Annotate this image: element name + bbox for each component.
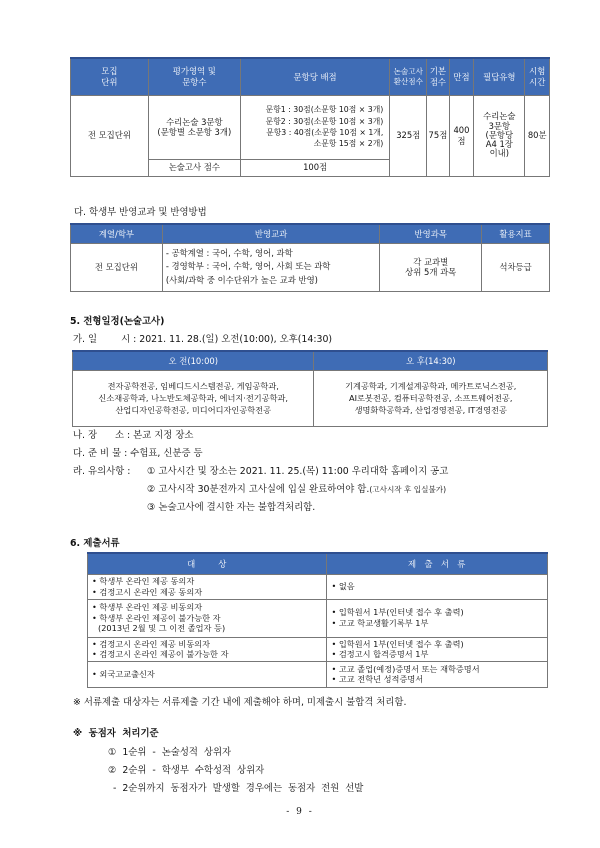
place-line: 나. 장 소 : 본교 지정 장소	[73, 430, 194, 441]
pm-line-3: 생명화학공학과, 산업경영전공, IT경영전공	[354, 405, 507, 416]
header-courses: 반영과목	[380, 224, 482, 243]
header-morning: 오 전(10:00)	[73, 351, 314, 370]
header-area: 평가영역 및 문항수	[148, 58, 240, 95]
cell-index: 석차등급	[482, 243, 550, 291]
caution-2	[147, 481, 446, 495]
tie-title: ※ 동점자 처리기준	[73, 728, 159, 739]
header-converted: 논술고사 환산점수	[390, 58, 427, 95]
cell-converted: 325점	[390, 95, 427, 176]
cell-total-value: 100점	[240, 159, 389, 176]
header-afternoon: 오 후(14:30)	[314, 351, 548, 370]
section5-title: 5. 전형일정(논술고사)	[70, 316, 165, 327]
section-da-heading: 다. 학생부 반영교과 및 반영방법	[74, 207, 207, 218]
date-line	[73, 331, 332, 345]
header-documents: 제 출 서 류	[327, 553, 548, 574]
row2-targets	[88, 599, 327, 637]
doc-text: • 고교 졸업(예정)증명서 또는 재학증명서	[331, 663, 480, 674]
score-line-1: 문항1 : 30점(소문항 10점 × 3개)	[265, 105, 384, 115]
cell-morning-depts	[73, 370, 314, 426]
header-time: 시험 시간	[525, 58, 550, 95]
subject-line-3: (사회/과학 중 이수단위가 높은 교과 반영)	[165, 274, 318, 285]
header-unit: 모집 단위	[71, 58, 149, 95]
score-line-2: 문항2 : 30점(소문항 10점 × 3개)	[265, 116, 384, 126]
target-text: • 학생부 온라인 제공 동의자	[92, 575, 195, 586]
cell-scores	[240, 95, 389, 159]
caution-2-main: ② 고사시작 30분전까지 고사실에 입실 완료하여야 함.	[147, 484, 370, 495]
caution-2-sub: (고사시작 후 입실불가)	[369, 485, 447, 494]
items-line: 다. 준 비 물 : 수험표, 신분증 등	[73, 448, 203, 459]
target-text: • 검정고시 온라인 제공 비동의자	[92, 638, 211, 649]
target-text: • 학생부 온라인 제공이 불가능한 자	[92, 612, 221, 623]
caution-label: 라. 유의사항 :	[73, 466, 131, 477]
am-line-2: 신소재공학과, 나노반도체공학과, 에너지·전기공학과,	[98, 392, 289, 403]
cell-time: 80분	[525, 95, 550, 176]
doc-text: • 고교 전학년 성적증명서	[331, 674, 424, 685]
caution-3: ③ 논술고사에 결시한 자는 불합격처리함.	[147, 502, 316, 513]
doc-text: • 검정고시 합격증명서 1부	[331, 649, 429, 660]
cell-afternoon-depts	[314, 370, 548, 426]
record-reflection-table	[70, 223, 550, 292]
row1-docs	[327, 574, 548, 599]
header-full: 만점	[449, 58, 474, 95]
date-value: 시 : 2021. 11. 28.(일) 오전(10:00), 오후(14:30)	[121, 334, 333, 345]
tie-rule-2: ② 2순위 - 학생부 수학성적 상위자	[108, 765, 265, 776]
target-text: • 검정고시 온라인 제공 동의자	[92, 586, 203, 597]
cell-type: 수리논술 3문항 (문항당 A4 1장 이내)	[474, 95, 525, 176]
date-label: 가. 일	[73, 334, 98, 345]
doc-text: • 고교 학교생활기록부 1부	[331, 618, 429, 628]
am-line-3: 산업디자인공학전공, 미디어디자인공학전공	[115, 405, 271, 416]
cell-full: 400 점	[449, 95, 474, 176]
target-text: (2013년 2월 및 그 이전 졸업자 등)	[98, 623, 226, 634]
target-text: • 외국고교출신자	[92, 668, 155, 679]
cell-subjects	[162, 243, 380, 291]
caution-1: ① 고사시간 및 장소는 2021. 11. 25.(목) 11:00 우리대학 홈페이지 공고	[147, 466, 449, 477]
header-division: 계열/학부	[71, 224, 163, 243]
doc-text: • 없음	[331, 581, 355, 592]
row2-docs	[327, 599, 548, 637]
score-line-4: 소문항 15점 × 2개)	[313, 139, 384, 149]
tie-rule-1: ① 1순위 - 논술성적 상위자	[108, 747, 232, 758]
exam-score-table	[70, 57, 550, 177]
target-text: • 학생부 온라인 제공 비동의자	[92, 602, 203, 613]
score-line-3: 문항3 : 40점(소문항 10점 × 1개,	[266, 128, 384, 137]
doc-text: • 입학원서 1부(인터넷 접수 후 출력)	[331, 638, 464, 649]
row1-targets	[88, 574, 327, 599]
row4-docs	[327, 661, 548, 687]
row4-targets	[88, 661, 327, 687]
cell-total-label: 논술고사 점수	[148, 159, 240, 176]
header-index: 활용지표	[482, 224, 550, 243]
header-score-per-item: 문항당 배점	[240, 58, 389, 95]
section6-title: 6. 제출서류	[70, 538, 120, 549]
cell-courses: 각 교과별 상위 5개 과목	[380, 243, 482, 291]
cell-base: 75점	[427, 95, 450, 176]
am-line-1: 전자공학전공, 임베디드시스템전공, 게임공학과,	[107, 380, 279, 391]
header-subjects: 반영교과	[162, 224, 380, 243]
pm-line-2: AI로봇전공, 컴퓨터공학전공, 소프트웨어전공,	[349, 392, 513, 403]
doc-text: • 입학원서 1부(인터넷 접수 후 출력)	[331, 607, 464, 618]
pm-line-1: 기계공학과, 기계설계공학과, 메카트로닉스전공,	[345, 380, 517, 391]
docs-note: ※ 서류제출 대상자는 서류제출 기간 내에 제출해야 하며, 미제출시 불합격 처리함.	[73, 697, 407, 708]
cell-unit: 전 모집단위	[71, 95, 149, 176]
row3-targets	[88, 637, 327, 661]
header-type: 필답유형	[474, 58, 525, 95]
target-text: • 검정고시 온라인 제공이 불가능한 자	[92, 649, 229, 660]
tie-rule-3: - 2순위까지 동점자가 발생할 경우에는 동점자 전원 선발	[113, 783, 364, 794]
schedule-table	[72, 350, 548, 427]
subject-line-1: - 공학계열 : 국어, 수학, 영어, 과학	[165, 248, 293, 259]
row3-docs	[327, 637, 548, 661]
cell-area: 수리논술 3문항 (문항별 소문항 3개)	[148, 95, 240, 159]
documents-table	[87, 552, 548, 688]
header-target: 대 상	[88, 553, 327, 574]
cell-division: 전 모집단위	[71, 243, 163, 291]
header-base: 기본 점수	[427, 58, 450, 95]
page-number: - 9 -	[286, 807, 314, 817]
subject-line-2: - 경영학부 : 국어, 수학, 영어, 사회 또는 과학	[165, 261, 331, 272]
